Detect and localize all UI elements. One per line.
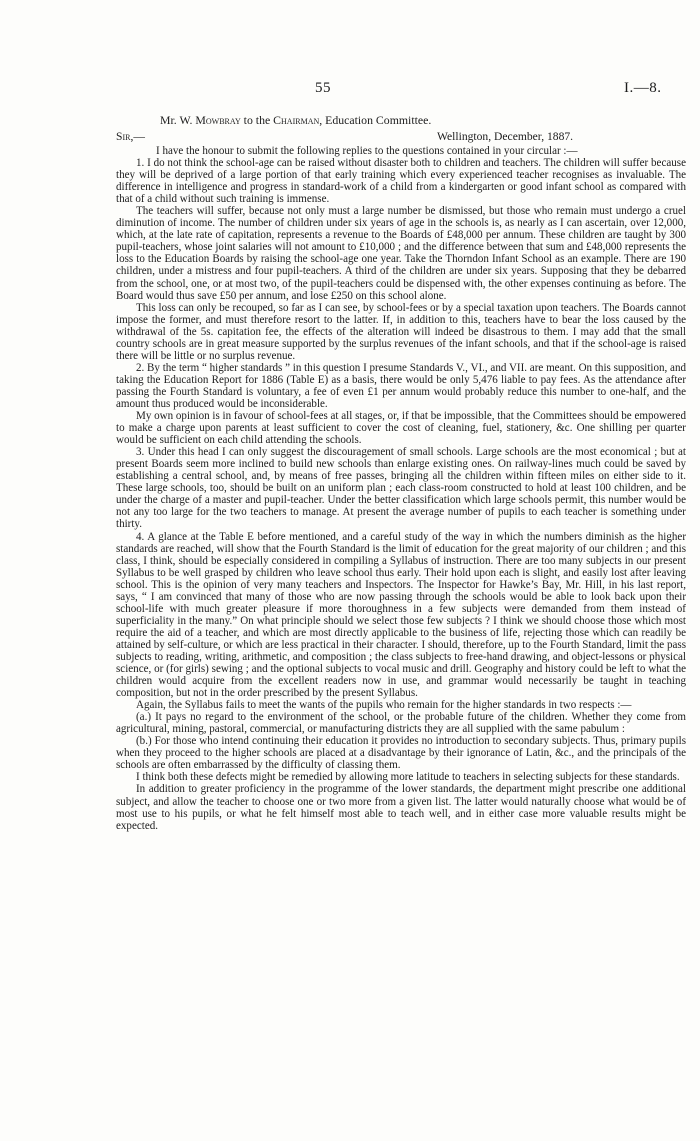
heading-recipient: Chairman: [273, 113, 320, 127]
paragraph-8: Again, the Syllabus fails to meet the wants of the pupils who remain for the higher standards in two respects :—: [136, 699, 632, 712]
paragraph-opening: I have the honour to submit the following replies to the questions contained in your circular :—: [156, 145, 578, 157]
heading-suffix: , Education Committee.: [319, 113, 432, 127]
heading-middle: to the: [240, 113, 274, 127]
dateline: Wellington, December, 1887.: [437, 130, 574, 143]
paragraph-1: 1. I do not think the school-age can be raised without disaster both to children and teachers. The children will suffer because they will be deprived of a large portion of that early training which every experienced teacher recognises as invaluable. The difference in intelligence and progress in standard-work of a child from a kindergarten or good infant school as compared with that of a child without such training is immense.: [116, 157, 686, 206]
document-reference: I.—8.: [624, 80, 662, 96]
paragraph-2: The teachers will suffer, because not only must a large number be dismissed, but those who remain must undergo a cruel diminution of income. The number of children under six years of age in the schools is, as nearly as I can ascertain, over 12,000, which, at the late rate of capitation, represents a revenue to the Boards of £48,000 per annum. These children are taught by 300 pupil-teachers, whose joint salaries will not amount to £10,000 ; and the difference between that sum and £48,000 represents the loss to the Education Boards by raising the school-age one year. Take the Thorndon Infant School as an example. There are 190 children, under a mistress and four pupil-teachers. A third of the children are under six years. Supposing that they be debarred from the school, one, or at most two, of the pupil-teachers could be dispensed with, the other expenses continuing as before. The Board would thus save £50 per annum, and lose £250 on this school alone.: [116, 205, 686, 302]
paragraph-5: My own opinion is in favour of school-fees at all stages, or, if that be impossible, that the Committees should be empowered to make a charge upon parents at least sufficient to cover the cost of cleaning, fuel, stationery, &c. One shilling per quarter would be sufficient on each child attending the schools.: [116, 410, 686, 447]
paragraph-10: (b.) For those who intend continuing their education it provides no introduction to secondary subjects. Thus, primary pupils when they proceed to the higher schools are placed at a disadvantage by their ignorance of Latin, &c., and the principals of the schools are often embarrassed by the difficulty of classing them.: [116, 735, 686, 772]
heading-author: Mowbray: [195, 113, 241, 127]
letter-heading: [160, 113, 560, 128]
heading-prefix: Mr. W.: [160, 113, 196, 127]
letter-body: [116, 145, 686, 832]
paragraph-9: (a.) It pays no regard to the environment of the school, or the probable future of the children. Whether they come from agricultural, mining, pastoral, commercial, or manufacturing districts they are all supplied with the same pabulum :: [116, 711, 686, 736]
paragraph-4: 2. By the term “ higher standards ” in this question I presume Standards V., VI., and VII. are meant. On this supposition, and taking the Education Report for 1886 (Table E) as a basis, there would be only 5,476 liable to pay fees. As the attendance after passing the Fourth Standard is voluntary, a fee of even £1 per annum would probably reduce this number to one-half, and the amount thus produced would be inconsiderable.: [116, 361, 686, 410]
paragraph-12: In addition to greater proficiency in the programme of the lower standards, the department might prescribe one additional subject, and allow the teacher to choose one or two more from a given list. The latter would naturally choose what would be of most use to his pupils, or what he felt himself most able to teach well, and in either case more valuable results might be expected.: [116, 783, 686, 832]
paragraph-11: I think both these defects might be remedied by allowing more latitude to teachers in selecting subjects for these standards.: [136, 771, 680, 784]
page-number: 55: [315, 80, 331, 96]
paragraph-7: 4. A glance at the Table E before mentioned, and a careful study of the way in which the numbers diminish as the higher standards are reached, will show that the Fourth Standard is the limit of education for the great majority of our children ; and this class, I think, should be especially considered in compiling a Syllabus of instruction. There are too many subjects in our present Syllabus to be well grasped by children who leave school thus early. Their hold upon each is slight, and easily lost after leaving school. This is the opinion of very many teachers and Inspectors. The Inspector for Hawke’s Bay, Mr. Hill, in his last report, says, “ I am convinced that many of those who are now passing through the schools would be able to look back upon their school-life with much greater pleasure if more thoroughness in a few subjects were demanded from them instead of superficiality in the many.” On what principle should we select those few subjects ? I think we should choose those which most require the aid of a teacher, and which are most directly applicable to the business of life, rejecting those which can readily be attained by self-culture, or which are less practical in their character. I should, therefore, up to the Fourth Standard, limit the pass subjects to reading, writing, arithmetic, and composition ; the class subjects to free-hand drawing, and object-lessons or physical science, or (for girls) sewing ; and the optional subjects to vocal music and drill. Geography and history could be left to what the children would acquire from the excellent readers now in use, and grammar would necessarily be taught in teaching composition, but not in the order prescribed by the present Syllabus.: [116, 530, 686, 700]
paragraph-6: 3. Under this head I can only suggest the discouragement of small schools. Large schools are the most economical ; but at present Boards seem more inclined to build new schools than enlarge existing ones. On railway-lines much could be saved by establishing a central school, and, by means of free passes, bringing all the children within fifteen miles on either side to it. These large schools, too, should be built on an uniform plan ; each class-room constructed to hold at least 100 children, and be under the charge of a master and pupil-teacher. Under the better classification which large schools permit, this number would be not any too large for the two teachers to manage. At present the average number of pupils to each teacher is something under thirty.: [116, 446, 686, 531]
paragraph-3: This loss can only be recouped, so far as I can see, by school-fees or by a special taxation upon teachers. The Boards cannot impose the former, and must therefore resort to the latter. If, in addition to this, teachers have to bear the loss caused by the withdrawal of the 5s. capitation fee, the effects of the alteration will indeed be disastrous to them. I may add that the small country schools are in great measure supported by the surplus revenues of the infant schools, and that if the school-age is raised there will be little or no surplus revenue.: [116, 301, 686, 362]
salutation: Sir,—: [116, 130, 145, 143]
